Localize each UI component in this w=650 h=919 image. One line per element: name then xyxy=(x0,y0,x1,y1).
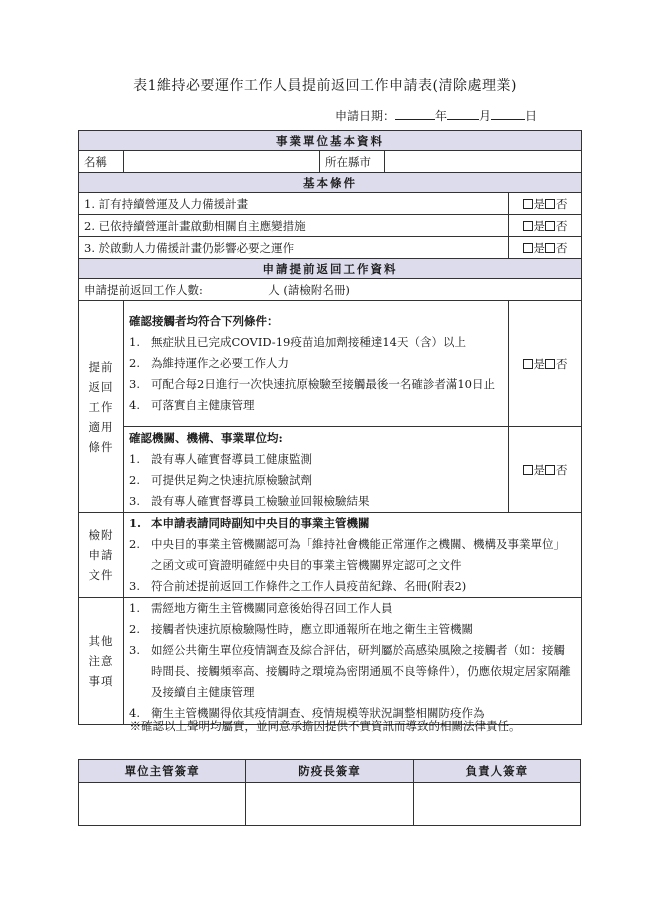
condition-text: 訂有持續營運及人力備援計畫 xyxy=(98,196,249,211)
supervisor-signature-field[interactable] xyxy=(79,783,246,826)
condition-yes-no[interactable]: 是 否 xyxy=(509,237,582,259)
list-item: 4. 可落實自主健康管理 xyxy=(129,398,255,412)
signature-table xyxy=(78,759,581,826)
contact-criteria-heading: 確認接觸者均符合下列條件： xyxy=(129,314,279,328)
condition-row: 2. 已依持續營運計畫啟動相關自主應變措施 xyxy=(79,215,509,237)
day-field[interactable] xyxy=(491,108,525,120)
supervisor-signature-header: 單位主管簽章 xyxy=(79,760,246,783)
list-item: 3. 設有專人確實督導員工檢驗並回報檢驗結果 xyxy=(129,493,370,508)
apply-date xyxy=(335,107,537,124)
list-item: 3. 如經公共衛生單位疫情調查及綜合評估，研判屬於高感染風險之接觸者（如：接觸時間長、接觸頻率高、接觸時之環境為密閉通風不良等條件），仍應依規定居家隔離及接續自主健康管理 xyxy=(129,643,571,699)
name-field[interactable] xyxy=(124,151,320,173)
no-checkbox[interactable] xyxy=(545,359,555,369)
year-label: 年 xyxy=(435,109,448,123)
month-label: 月 xyxy=(479,109,492,123)
list-item: 2. 接觸者快速抗原檢驗陽性時，應立即通報所在地之衛生主管機關 xyxy=(129,622,473,636)
responsible-person-signature-header: 負責人簽章 xyxy=(413,760,580,783)
month-field[interactable] xyxy=(447,108,479,120)
basic-info-header: 事業單位基本資料 xyxy=(79,131,582,151)
county-label: 所在縣市 xyxy=(320,151,385,173)
apply-date-label: 申請日期： xyxy=(335,109,396,123)
return-info-header: 申請提前返回工作資料 xyxy=(79,259,582,279)
epidemic-officer-signature-field[interactable] xyxy=(246,783,413,826)
return-count-row xyxy=(79,279,582,301)
list-item: 1. 本申請表請同時副知中央目的事業主管機關 xyxy=(129,516,370,530)
condition-text: 於啟動人力備援計畫仍影響必要之運作 xyxy=(98,240,295,255)
condition-text: 已依持續營運計畫啟動相關自主應變措施 xyxy=(98,218,306,233)
list-item: 1. 需經地方衛生主管機關同意後始得召回工作人員 xyxy=(129,601,393,615)
responsible-person-signature-field[interactable] xyxy=(413,783,580,826)
list-item: 4. 衛生主管機關得依其疫情調查、疫情規模等狀況調整相關防疫作為 xyxy=(129,706,485,720)
epidemic-officer-signature-header: 防疫長簽章 xyxy=(246,760,413,783)
list-item: 2. 為維持運作之必要工作人力 xyxy=(129,356,289,370)
contact-criteria-list xyxy=(124,301,509,427)
criteria-label: 提前返回工作適用條件 xyxy=(79,301,124,513)
return-count-label: 申請提前返回工作人數: xyxy=(84,282,203,297)
agency-criteria-list xyxy=(124,427,509,513)
list-item: 2. 中央目的事業主管機關認可為「維持社會機能正常運作之機關、機構及事業單位」之函文或可資證明確經中央目的事業主管機關界定認可之文件 xyxy=(129,537,565,572)
application-table xyxy=(78,130,582,725)
name-label: 名稱 xyxy=(79,151,124,173)
return-count-unit: 人 (請檢附名冊) xyxy=(268,282,350,297)
notes-list xyxy=(124,598,582,725)
declaration: ※確認以上聲明均屬實，並同意承擔因提供不實資訊而導致的相關法律責任。 xyxy=(129,719,521,733)
day-label: 日 xyxy=(525,109,538,123)
form-title: 表1維持必要運作工作人員提前返回工作申請表(清除處理業) xyxy=(133,78,517,94)
condition-yes-no[interactable]: 是 否 xyxy=(509,215,582,237)
no-checkbox[interactable] xyxy=(545,221,555,231)
county-field[interactable] xyxy=(385,151,582,173)
documents-list xyxy=(124,513,582,598)
list-item: 1. 設有專人確實督導員工健康監測 xyxy=(129,451,312,466)
no-checkbox[interactable] xyxy=(545,199,555,209)
conditions-header: 基本條件 xyxy=(79,173,582,193)
condition-row: 3. 於啟動人力備援計畫仍影響必要之運作 xyxy=(79,237,509,259)
agency-criteria-yes-no[interactable]: 是 否 xyxy=(509,427,582,513)
no-checkbox[interactable] xyxy=(545,243,555,253)
yes-checkbox[interactable] xyxy=(523,243,533,253)
yes-checkbox[interactable] xyxy=(523,359,533,369)
no-checkbox[interactable] xyxy=(545,465,555,475)
yes-checkbox[interactable] xyxy=(523,199,533,209)
notes-label: 其他注意事項 xyxy=(79,598,124,725)
yes-checkbox[interactable] xyxy=(523,221,533,231)
documents-label: 檢附申請文件 xyxy=(79,513,124,598)
yes-checkbox[interactable] xyxy=(523,465,533,475)
condition-row: 1. 訂有持續營運及人力備援計畫 xyxy=(79,193,509,215)
agency-criteria-heading: 確認機關、機構、事業單位均: xyxy=(129,430,283,445)
list-item: 2. 可提供足夠之快速抗原檢驗試劑 xyxy=(129,472,312,487)
list-item: 3. 可配合每2日進行一次快速抗原檢驗至接觸最後一名確診者滿10日止 xyxy=(129,377,495,391)
year-field[interactable] xyxy=(395,108,435,120)
condition-yes-no[interactable]: 是 否 xyxy=(509,193,582,215)
list-item: 3. 符合前述提前返回工作條件之工作人員疫苗紀錄、名冊(附表2) xyxy=(129,579,467,593)
contact-criteria-yes-no[interactable]: 是 否 xyxy=(509,301,582,427)
list-item: 1. 無症狀且已完成COVID-19疫苗追加劑接種達14天（含）以上 xyxy=(129,335,466,349)
